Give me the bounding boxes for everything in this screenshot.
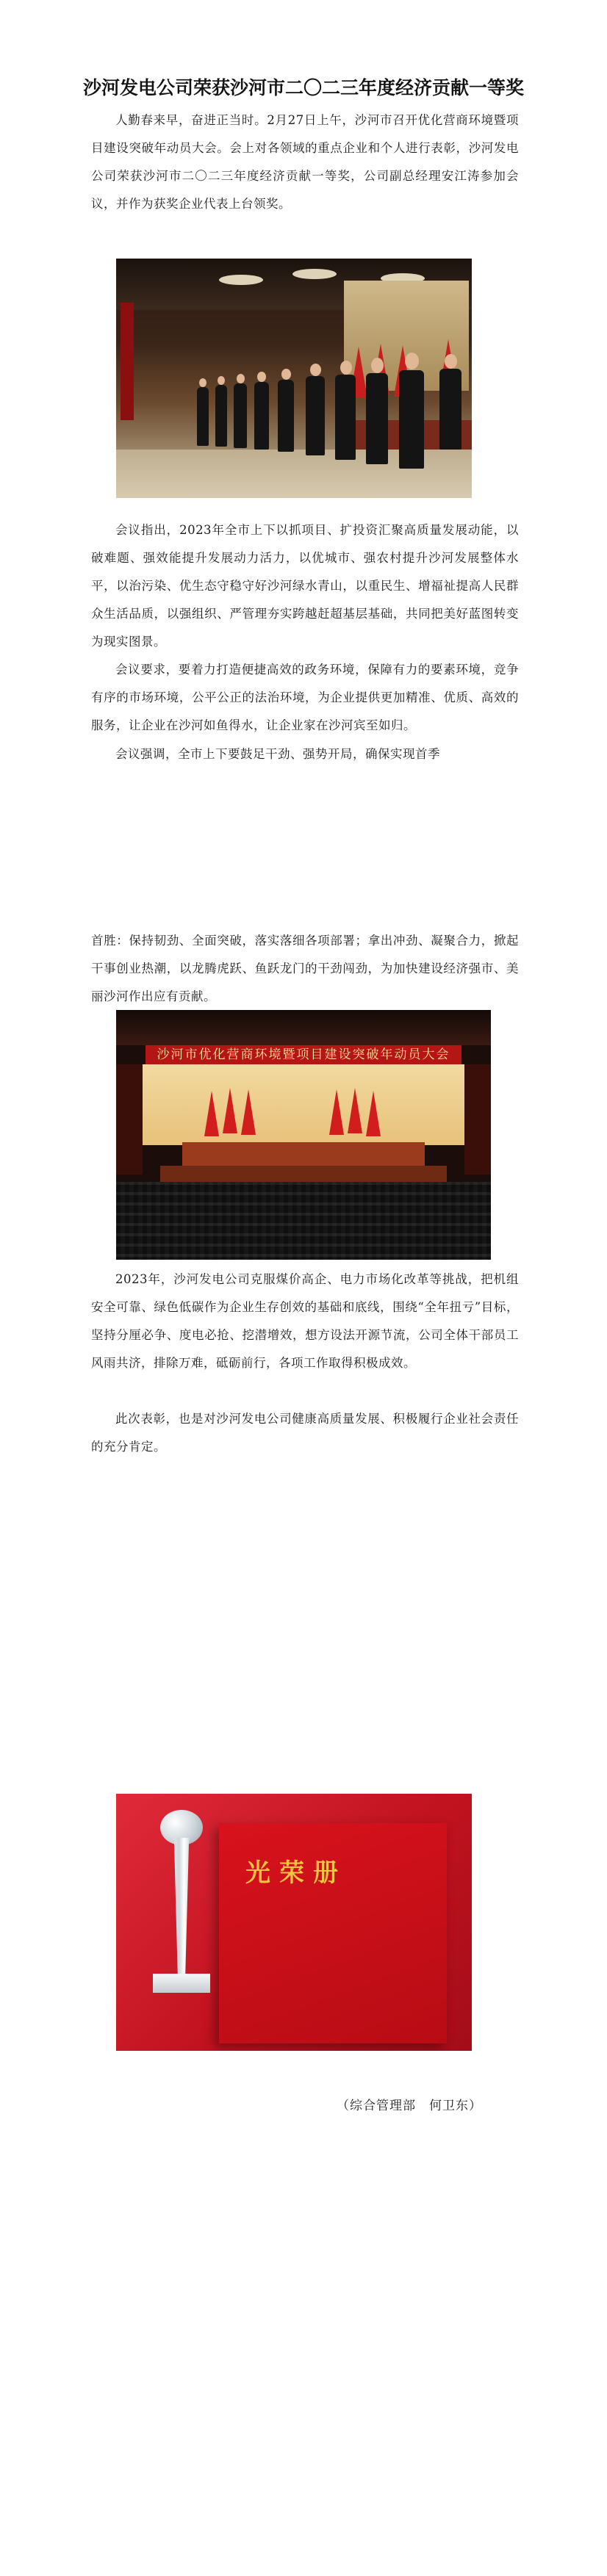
honor-book-trophy-photo — [116, 1794, 472, 2051]
paragraph-meeting-requirements: 会议要求，要着力打造便捷高效的政务环境，保障有力的要素环境，竞争有序的市场环境，公平公正的法治环境，为企业提供更加精准、优质、高效的服务，让企业在沙河如鱼得水，让企业家在沙河宾至如归。 — [91, 663, 519, 732]
paragraph-intro: 人勤春来早，奋进正当时。2月27日上午，沙河市召开优化营商环境暨项目建设突破年动员大会。会上对各领域的重点企业和个人进行表彰，沙河发电公司荣获沙河市二〇二三年度经济贡献一等奖，公司副总经理安江涛参加会议，并作为获奖企业代表上台领奖。 — [91, 113, 519, 211]
paragraph-meeting-points: 会议指出，2023年全市上下以抓项目、扩投资汇聚高质量发展动能，以破难题、强效能提升发展动力活力，以优城市、强农村提升沙河发展整体水平，以治污染、优生态守稳守好沙河绿水青山，以重民生、增福祉提高人民群众生活品质，以强组织、严管理夯实跨越赶超基层基础，共同把美好蓝图转变为现实图景。 — [91, 523, 519, 649]
paragraph-meeting-emphasis-continued: 首胜：保持韧劲、全面突破，落实落细各项部署；拿出冲劲、凝聚合力，掀起干事创业热潮，以龙腾虎跃、鱼跃龙门的干劲闯劲，为加快建设经济强市、美丽沙河作出应有贡献。 — [91, 934, 519, 1003]
conference-hall-photo — [116, 1010, 491, 1260]
honor-book-title: 光荣册 — [245, 1858, 347, 1888]
paragraph-company-achievements: 2023年，沙河发电公司克服煤价高企、电力市场化改革等挑战，把机组安全可靠、绿色低碳作为企业生存创效的基础和底线，围绕“全年扭亏”目标，坚持分厘必争、度电必抢、挖潜增效，想方设法开源节流，公司全体干部员工风雨共济，排除万难，砥砺前行，各项工作取得积极成效。 — [91, 1272, 519, 1370]
conference-banner: 沙河市优化营商环境暨项目建设突破年动员大会 — [146, 1045, 461, 1064]
article-title: 沙河发电公司荣获沙河市二〇二三年度经济贡献一等奖 — [82, 77, 524, 98]
author-signoff: （综合管理部 何卫东） — [337, 2099, 482, 2113]
paragraph-meeting-emphasis-start: 会议强调，全市上下要鼓足干劲、强势开局，确保实现首季 — [115, 747, 440, 761]
paragraph-recognition: 此次表彰，也是对沙河发电公司健康高质量发展、积极履行企业社会责任的充分肯定。 — [91, 1412, 519, 1454]
award-stage-photo — [116, 259, 472, 498]
